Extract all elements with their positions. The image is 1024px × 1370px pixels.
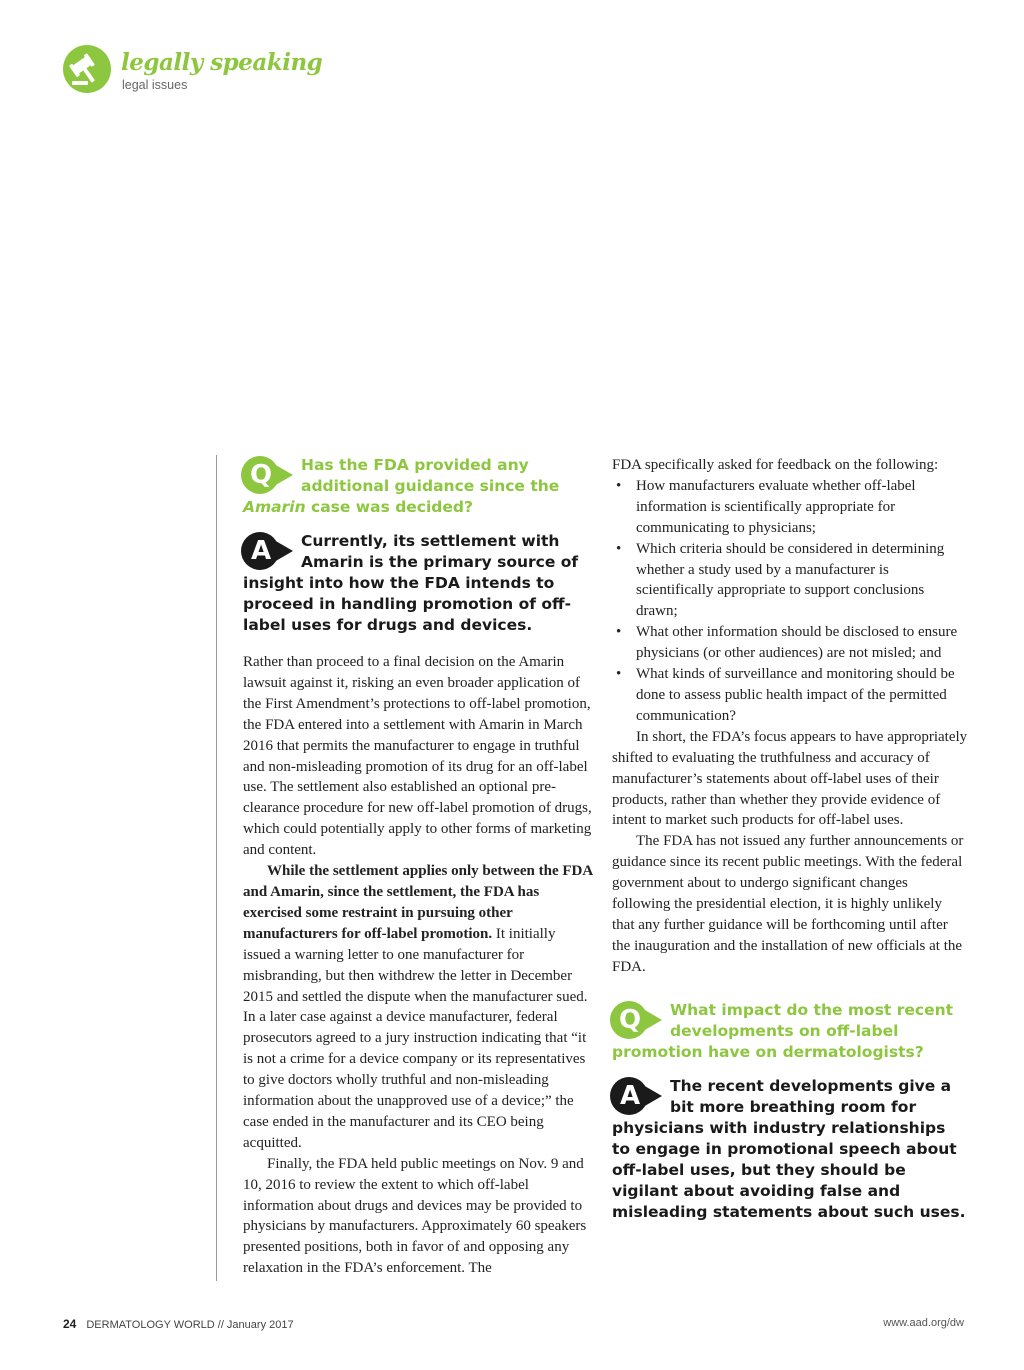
question-1 (243, 455, 593, 518)
question-2 (612, 1000, 968, 1063)
publication-name: DERMATOLOGY WORLD // January 2017 (86, 1319, 294, 1331)
gavel-icon (63, 45, 111, 93)
page-number: 24 (63, 1317, 77, 1331)
section-title: legally speaking (121, 49, 323, 76)
paragraph: Rather than proceed to a final decision on the Amarin lawsuit against it, risking an even broader application of the First Amendment’s protections to off-label promotion, the FDA entered into a settlement with Amarin in March 2016 that permits the manufacturer to engage in truthful and non-misleading promotion of its drug for an off-label use. The settlement also established an optional pre-clearance procedure for new off-label promotion of drugs, which could potentially apply to other forms of marketing and content. (243, 654, 592, 859)
right-column (612, 455, 968, 1223)
answer-1-text: Currently, its settlement with Amarin is the primary source of insight into how the FDA intends to proceed in handling promotion of off-label uses for drugs and devices. (243, 532, 579, 634)
section-subtitle: legal issues (122, 78, 188, 92)
answer-2-text: The recent developments give a bit more breathing room for physicians with industry relationships to engage in promotional speech about off-label uses, but they should be vigilant about avoiding false and misleading statements about such uses. (612, 1076, 966, 1221)
question-2-text: What impact do the most recent developments on off-label promotion have on dermatologists? (612, 1000, 954, 1061)
answer-1 (243, 531, 593, 636)
answer-icon: A (610, 1076, 670, 1118)
list-item: • How manufacturers evaluate whether off-label information is scientifically appropriate for communicating to physicians; (612, 476, 968, 539)
paragraph: In short, the FDA’s focus appears to have appropriately shifted to evaluating the truthfulness and accuracy of manufacturer’s statements about off-label uses of their products, rather than whether they provide evidence of intent to market such products for off-label uses. (612, 728, 968, 829)
question-icon: Q (241, 455, 301, 497)
feedback-list (612, 476, 968, 727)
answer-icon: A (241, 531, 301, 573)
list-intro: FDA specifically asked for feedback on the following: (612, 457, 939, 473)
left-column (243, 455, 593, 1279)
list-item: • Which criteria should be considered in determining whether a study used by a manufacturer is scientifically appropriate to support conclusions drawn; (612, 539, 968, 623)
footer-website[interactable]: www.aad.org/dw (883, 1317, 964, 1329)
list-item: • What kinds of surveillance and monitoring should be done to assess public health impact of the permitted communication? (612, 664, 968, 727)
right-body (612, 455, 968, 978)
paragraph: While the settlement applies only between the FDA and Amarin, since the settlement, the FDA has exercised some restraint in pursuing other manufacturers for off-label promotion. It initially issued a warning letter to one manufacturer for misbranding, but then withdrew the letter in December 2015 and settled the dispute when the manufacturer sued. In a later case against a device manufacturer, federal prosecutors agreed to a jury instruction indicating that “it is not a crime for a device company or its representatives to give doctors wholly truthful and non-misleading information about the unapproved use of a device;” the case ended in the manufacturer and its CEO being acquitted. (243, 863, 593, 1151)
question-1-text: Has the FDA provided any additional guidance since the Amarin case was decided? (243, 456, 560, 516)
paragraph: The FDA has not issued any further announcements or guidance since its recent public meetings. With the federal government about to undergo significant changes following the presidential election, it is highly unlikely that any further guidance will be forthcoming until after the inauguration and the installation of new officials at the FDA. (612, 833, 964, 975)
footer-publication (63, 1317, 294, 1331)
question-icon: Q (610, 1000, 670, 1042)
paragraph: Finally, the FDA held public meetings on Nov. 9 and 10, 2016 to review the extent to which off-label information about drugs and devices may be provided to physicians by manufacturers. Approximately 60 speakers presented positions, both in favor of and opposing any relaxation in the FDA’s enforcement. The (243, 1155, 587, 1277)
column-divider (216, 455, 217, 1281)
left-body (243, 652, 593, 1279)
answer-2 (612, 1076, 968, 1223)
list-item: • What other information should be disclosed to ensure physicians (or other audiences) are not misled; and (612, 622, 968, 664)
